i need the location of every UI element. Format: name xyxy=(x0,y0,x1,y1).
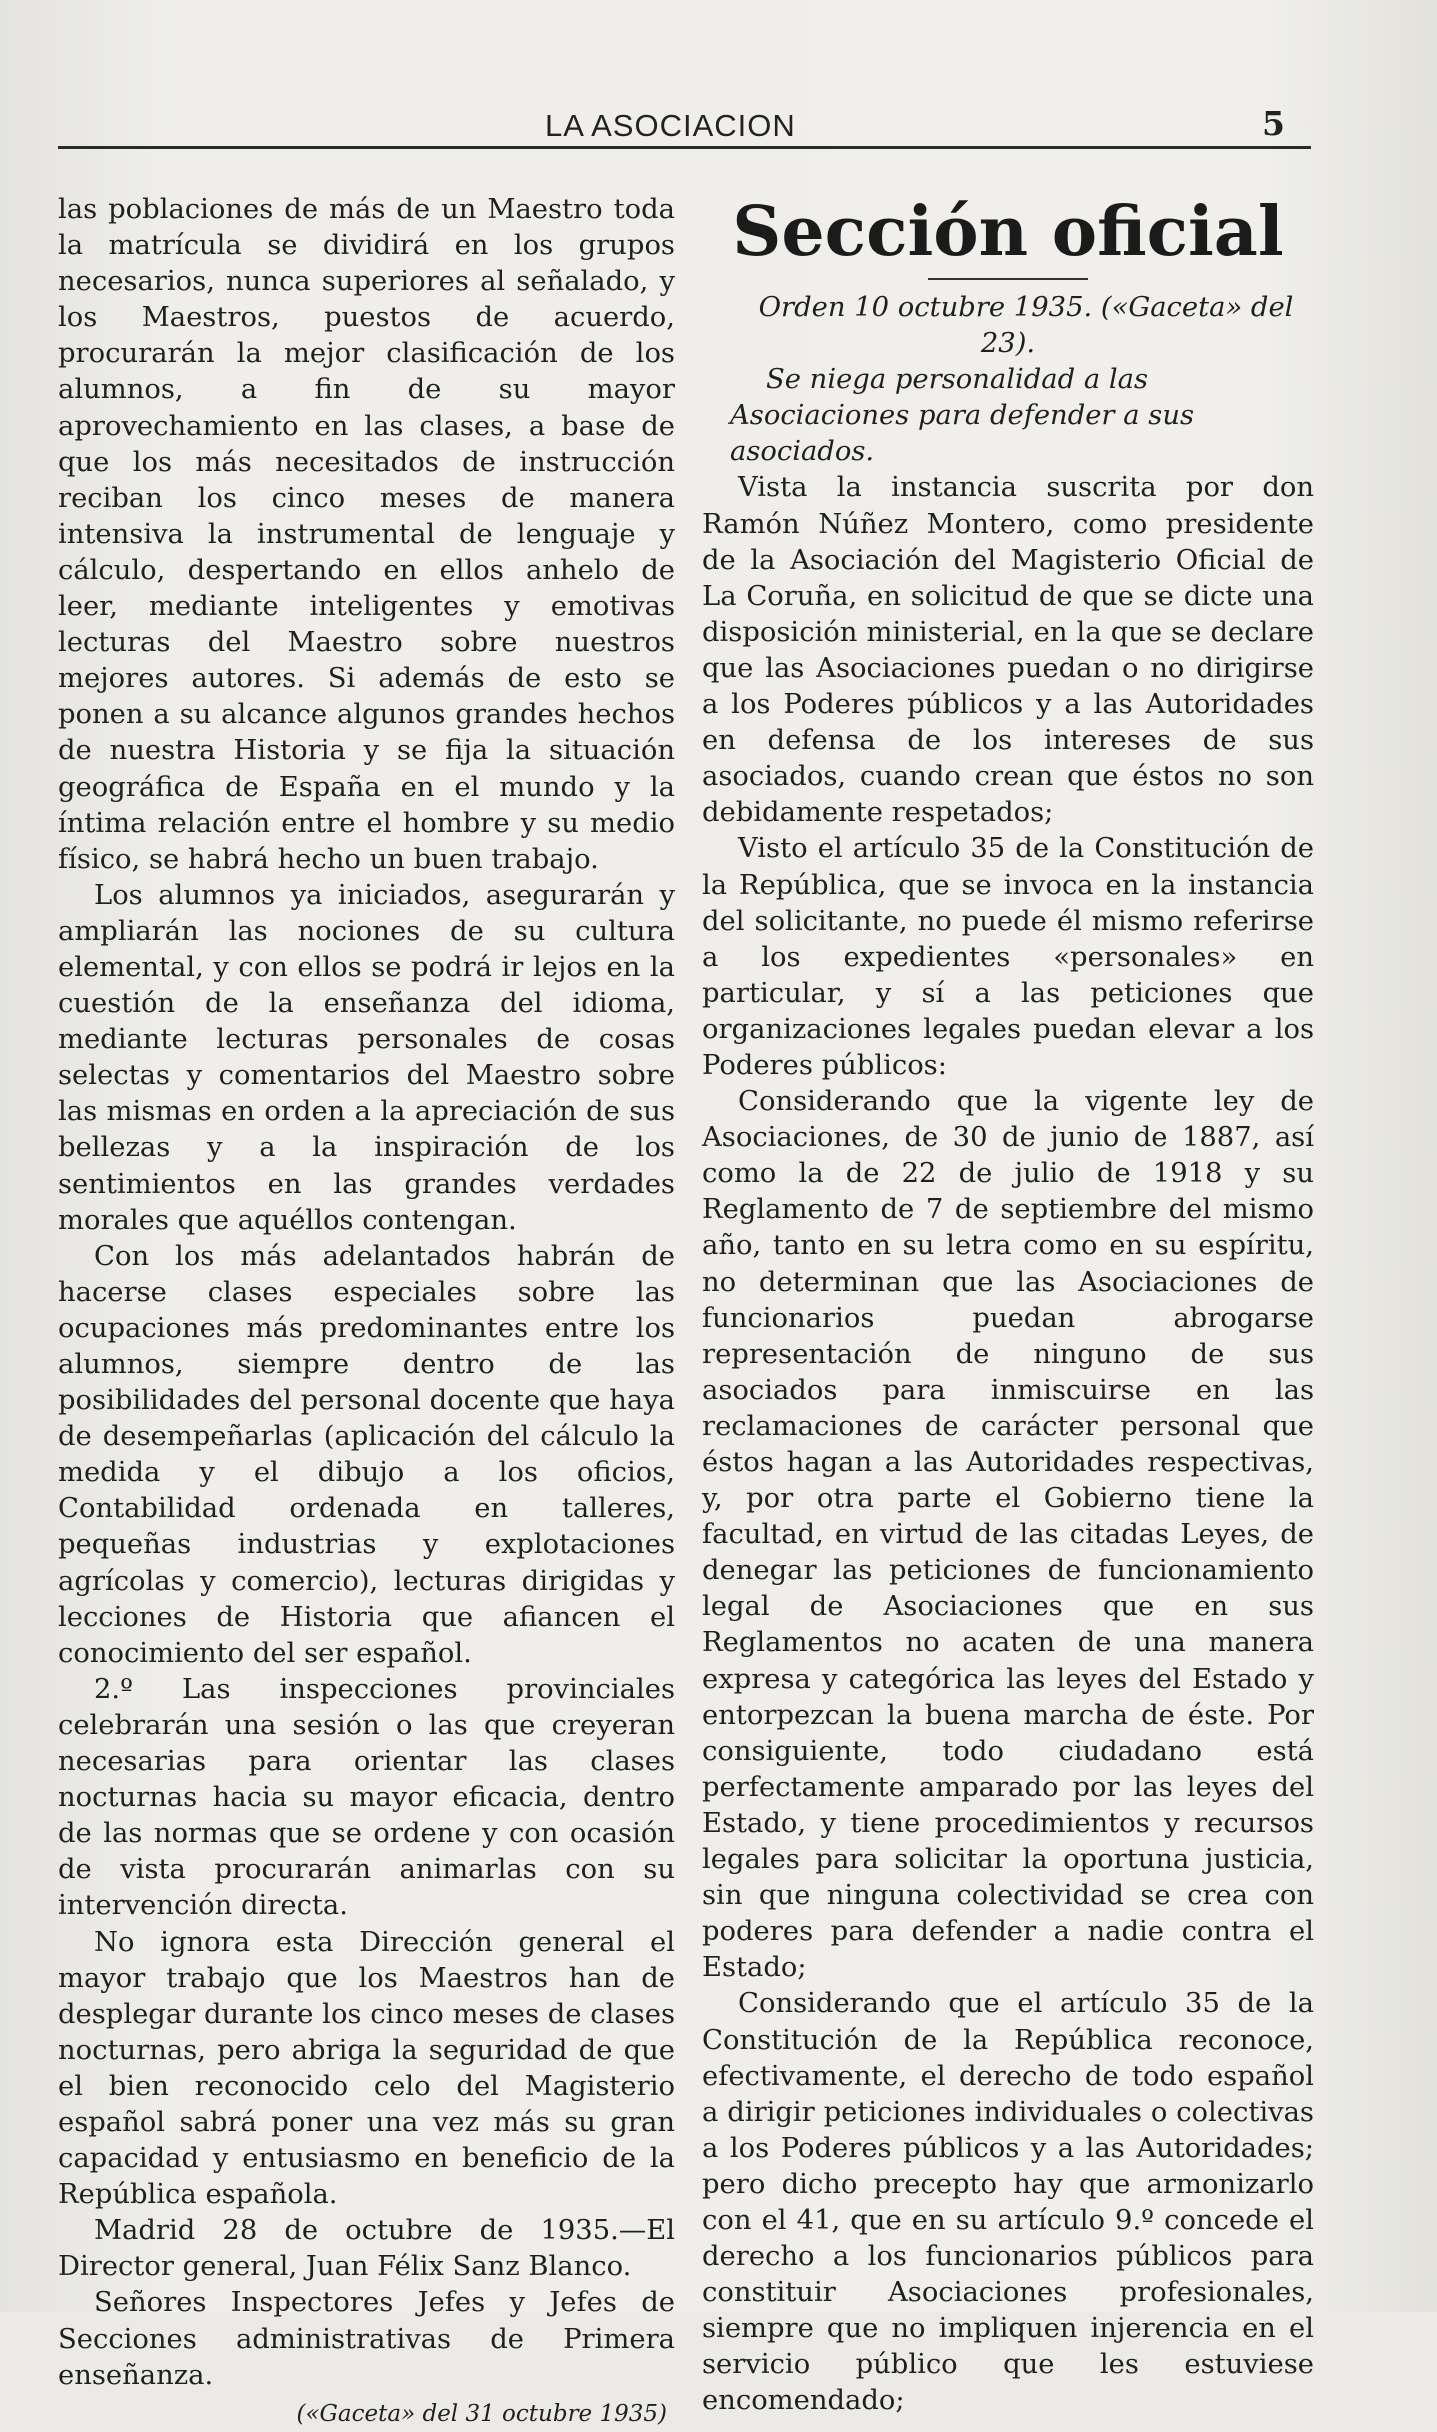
right-paragraph: Vista la instancia suscrita por don Ramón Núñez Montero, como presidente de la Asociación del Magisterio Oficial de La Coruña, en solicitud de que se dicte una disposición ministerial, en la que se declare que las Asociaciones puedan o no dirigirse a los Poderes públicos y a las Autoridades en defensa de los intereses de sus asociados, cuando crean que éstos no son debidamente respetados; xyxy=(702,472,1314,829)
right-paragraph: Considerando que la vigente ley de Asociaciones, de 30 de junio de 1887, así como la de 22 de julio de 1918 y su Reglamento de 7 de septiembre del mismo año, tanto en su letra como en su espíritu, no determinan que las Asociaciones de funcionarios puedan abrogarse representación de ninguno de sus asociados para inmiscuirse en las reclamaciones de carácter personal que éstos hagan a las Autoridades respectivas, y, por otra parte el Gobierno tiene la facultad, en virtud de las citadas Leyes, de denegar las peticiones de funcionamiento legal de Asociaciones que en sus Reglamentos no acaten de una manera expresa y categórica las leyes del Estado y entorpezcan la buena marcha de éste. Por consiguiente, todo ciudadano está perfectamente amparado por las leyes del Estado, y tiene procedimientos y recursos legales para solicitar la oportuna justicia, sin que ninguna colectividad se crea con poderes para defender a nadie contra el Estado; xyxy=(702,1086,1314,1984)
dateline-paragraph: Madrid 28 de octubre de 1935.—El Director general, Juan Félix Sanz Blanco. xyxy=(58,2215,675,2283)
left-paragraph: Con los más adelantados habrán de hacerse clases especiales sobre las ocupaciones más predominantes entre los alumnos, siempre dentro de las posibilidades del personal docente que haya de desempeñarlas (aplicación del cálculo la medida y el dibujo a los oficios, Contabilidad ordenada en talleres, pequeñas industrias y explotaciones agrícolas y comercio), lecturas dirigidas y lecciones de Historia que afiancen el conocimiento del ser español. xyxy=(58,1240,675,1669)
title-rule xyxy=(928,278,1088,280)
order-heading: Orden 10 octubre 1935. («Gaceta» del 23). xyxy=(758,292,1294,360)
header-rule xyxy=(58,146,1311,149)
right-paragraph: Considerando que el artículo 35 de la Constitución de la República reconoce, efectivamente, el derecho de todo español a dirigir peticiones individuales o colectivas a los Poderes públicos y a las Autoridades; pero dicho precepto hay que armonizarlo con el 41, que en su artículo 9.º concede el derecho a los funcionarios públicos para constituir Asociaciones profesionales, siempre que no impliquen injerencia en el servicio público que les estuviese encomendado; xyxy=(702,1988,1314,2417)
page-number: 5 xyxy=(1262,104,1285,143)
gazette-citation: («Gaceta» del 31 octubre 1935) xyxy=(296,2400,667,2427)
order-subtitle: Se niega personalidad a las Asociaciones para defender a sus asociados. xyxy=(730,364,1195,468)
left-paragraph: Los alumnos ya iniciados, asegurarán y ampliarán las nociones de su cultura elemental, y con ellos se podrá ir lejos en la cuestión de la enseñanza del idioma, mediante lecturas personales de cosas selectas y comentarios del Maestro sobre las mismas en orden a la apreciación de sus bellezas y a la inspiración de los sentimientos en las grandes verdades morales que aquéllos contengan. xyxy=(58,879,675,1236)
left-paragraph: No ignora esta Dirección general el mayor trabajo que los Maestros han de desplegar durante los cinco meses de clases nocturnas, pero abriga la seguridad de que el bien reconocido celo del Magisterio español sabrá poner una vez más su gran capacidad y entusiasmo en beneficio de la República española. xyxy=(58,1926,675,2211)
right-column xyxy=(702,192,1314,2420)
addressees-paragraph: Señores Inspectores Jefes y Jefes de Secciones administrativas de Primera enseñanza. xyxy=(58,2287,675,2391)
left-paragraph: 2.º Las inspecciones provinciales celebrarán una sesión o las que creyeran necesarias para orientar las clases nocturnas hacia su mayor eficacia, dentro de las normas que se ordene y con ocasión de vista procurarán animarlas con su intervención directa. xyxy=(58,1673,675,1922)
running-header-title: LA ASOCIACION xyxy=(545,108,796,143)
left-paragraph: las poblaciones de más de un Maestro toda la matrícula se dividirá en los grupos necesarios, nunca superiores al señalado, y los Maestros, puestos de acuerdo, procurarán la mejor clasificación de los alumnos, a fin de su mayor aprovechamiento en las clases, a base de que los más necesitados de instrucción reciban los cinco meses de manera intensiva la instrumental de lenguaje y cálculo, despertando en ellos anhelo de leer, mediante inteligentes y emotivas lecturas del Maestro sobre nuestros mejores autores. Si además de esto se ponen a su alcance algunos grandes hechos de nuestra Historia y se fija la situación geográfica de España en el mundo y la íntima relación entre el hombre y su medio físico, se habrá hecho un buen trabajo. xyxy=(58,194,675,875)
section-title: Sección oficial xyxy=(732,192,1284,272)
right-paragraph: Visto el artículo 35 de la Constitución de la República, que se invoca en la instancia del solicitante, no puede él mismo referirse a los expedientes «personales» en particular, y sí a las peticiones que organizaciones legales puedan elevar a los Poderes públicos: xyxy=(702,833,1314,1081)
left-column xyxy=(58,192,675,2432)
